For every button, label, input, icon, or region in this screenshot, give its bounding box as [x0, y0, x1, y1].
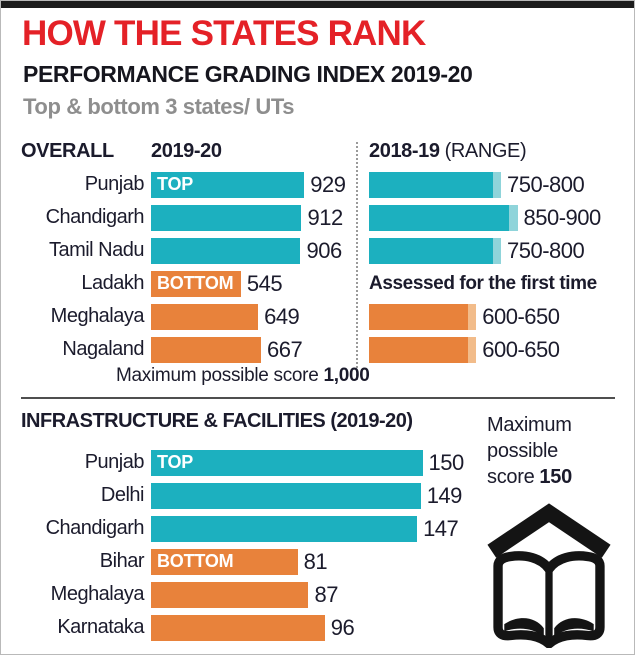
- column-header-2018-19-range: [369, 140, 526, 163]
- bar-row: [1, 300, 361, 333]
- row-label: Chandigarh: [45, 517, 144, 539]
- bar-row: [1, 267, 361, 300]
- page-tagline: Top & bottom 3 states/ UTs: [23, 94, 295, 119]
- score-bar: [151, 271, 241, 297]
- score-bar: [151, 304, 258, 330]
- score-bar: [151, 549, 298, 575]
- education-book-icon: [480, 492, 618, 648]
- score-bar: [151, 483, 421, 509]
- row-label: Nagaland: [62, 338, 144, 360]
- bar-value: 149: [426, 482, 462, 508]
- infrastructure-section-label: INFRASTRUCTURE & FACILITIES (2019-20): [21, 410, 413, 432]
- range-cap: [468, 304, 476, 330]
- infra-note-score-text: score: [487, 466, 535, 488]
- column-header-2019-20: 2019-20: [151, 140, 222, 162]
- column-divider-dotted: [356, 142, 358, 380]
- infra-max-score-value: 150: [539, 466, 572, 488]
- range-label: 850-900: [523, 204, 601, 230]
- bottom-badge: BOTTOM: [157, 551, 234, 571]
- bar-value: 545: [246, 270, 283, 296]
- row-label: Ladakh: [81, 272, 144, 294]
- row-label: Bihar: [99, 550, 144, 572]
- top-black-strip: [1, 1, 634, 8]
- range-row: [369, 333, 631, 366]
- row-label: Punjab: [84, 173, 144, 195]
- bar-row: [1, 333, 361, 366]
- score-bar: [151, 582, 308, 608]
- row-label: Delhi: [100, 484, 144, 506]
- bar-value: 81: [303, 548, 328, 574]
- score-bar: [151, 238, 300, 264]
- row-label: Chandigarh: [45, 206, 144, 228]
- row-label: Punjab: [84, 451, 144, 473]
- bar-row: [1, 446, 483, 479]
- infra-note-line2: possible: [487, 440, 558, 462]
- range-label: 750-800: [507, 237, 585, 263]
- score-bar: [151, 450, 423, 476]
- range-row: [369, 300, 631, 333]
- range-label: 600-650: [482, 303, 560, 329]
- bar-row: [1, 168, 361, 201]
- bar-value: 906: [306, 237, 342, 263]
- bar-row: [1, 201, 361, 234]
- infra-note-line3: [487, 464, 572, 490]
- row-label: Meghalaya: [50, 583, 144, 605]
- column-header-range-suffix: (RANGE): [444, 140, 527, 162]
- range-cap: [493, 172, 501, 198]
- overall-max-score-value: 1,000: [323, 365, 370, 386]
- range-cap: [468, 337, 476, 363]
- section-divider: [21, 397, 615, 399]
- score-bar: [151, 172, 304, 198]
- range-bar: [369, 238, 493, 264]
- bar-value: 150: [428, 449, 464, 475]
- row-label: Tamil Nadu: [48, 239, 144, 261]
- score-bar: [151, 615, 325, 641]
- range-row: [369, 234, 631, 267]
- row-label: Karnataka: [57, 616, 144, 638]
- range-row: [369, 267, 631, 300]
- infra-max-score-note: [487, 412, 572, 490]
- score-bar: [151, 516, 417, 542]
- bar-row: [1, 234, 361, 267]
- top-badge: TOP: [157, 174, 194, 194]
- column-header-2018-19: 2018-19: [369, 140, 440, 162]
- range-note: Assessed for the first time: [369, 272, 597, 294]
- bottom-badge: BOTTOM: [157, 273, 234, 293]
- range-label: 600-650: [482, 336, 560, 362]
- bar-row: [1, 545, 483, 578]
- overall-max-score-text: Maximum possible score: [116, 365, 319, 386]
- page-subtitle: PERFORMANCE GRADING INDEX 2019-20: [23, 61, 473, 87]
- overall-section-label: OVERALL: [21, 140, 114, 162]
- bar-value: 96: [330, 614, 355, 640]
- row-label: Meghalaya: [50, 305, 144, 327]
- range-bar: [369, 172, 493, 198]
- range-row: [369, 201, 631, 234]
- bar-row: [1, 578, 483, 611]
- range-row: [369, 168, 631, 201]
- range-cap: [493, 238, 501, 264]
- bar-value: 667: [267, 336, 303, 362]
- bar-value: 147: [423, 515, 459, 541]
- overall-max-score-note: [116, 365, 370, 387]
- bar-value: 929: [310, 171, 346, 197]
- bar-value: 649: [264, 303, 300, 329]
- bar-value: 912: [307, 204, 343, 230]
- bar-row: [1, 512, 483, 545]
- overall-range-rows: [369, 168, 631, 366]
- range-bar: [369, 205, 509, 231]
- range-bar: [369, 337, 468, 363]
- range-label: 750-800: [507, 171, 585, 197]
- page-title: HOW THE STATES RANK: [22, 14, 426, 53]
- bar-row: [1, 479, 483, 512]
- infra-note-line1: Maximum: [487, 414, 572, 436]
- top-badge: TOP: [157, 452, 194, 472]
- infra-rows: [1, 446, 483, 644]
- bar-value: 87: [314, 581, 338, 607]
- bar-row: [1, 611, 483, 644]
- overall-score-rows: [1, 168, 361, 366]
- score-bar: [151, 205, 301, 231]
- range-cap: [509, 205, 517, 231]
- score-bar: [151, 337, 261, 363]
- range-bar: [369, 304, 468, 330]
